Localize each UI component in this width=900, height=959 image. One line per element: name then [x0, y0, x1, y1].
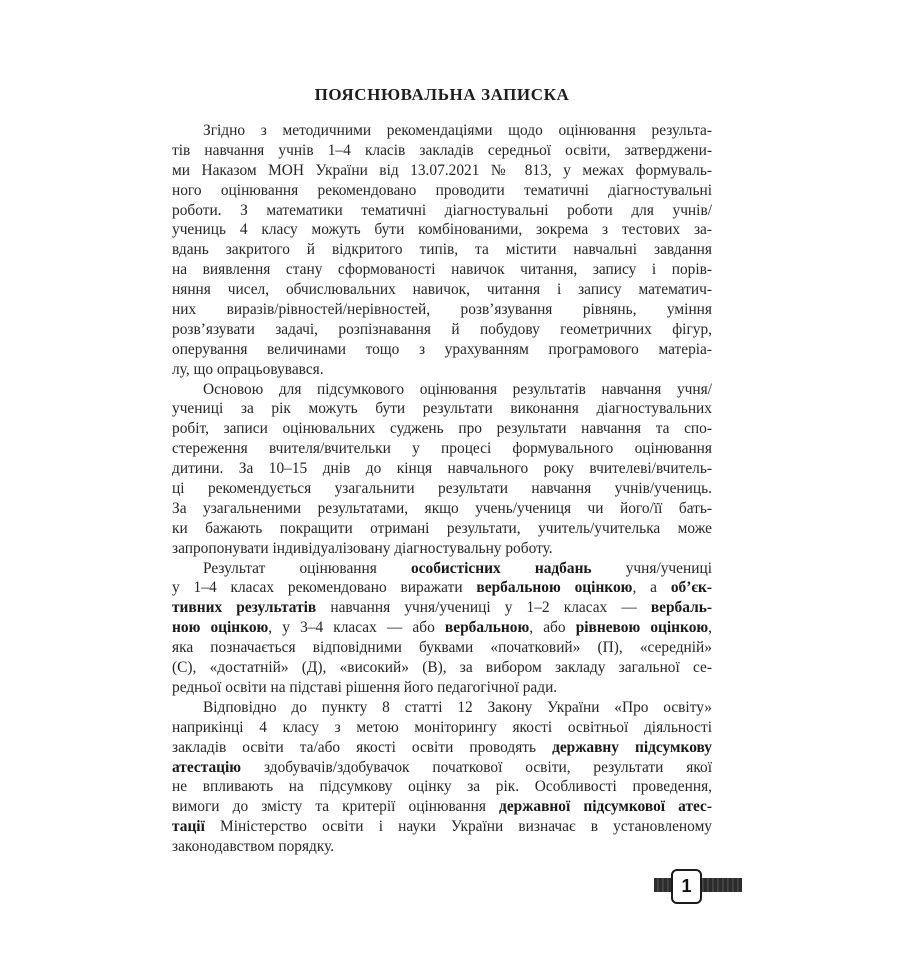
text-line — [172, 220, 712, 240]
text-line — [172, 439, 712, 459]
text-segment: , — [708, 619, 712, 637]
bold-text-segment: тивних результатів — [172, 599, 317, 617]
text-segment: яка позначається відповідними буквами «початковий» (П), «середній» — [172, 639, 712, 657]
text-line — [172, 519, 712, 539]
text-line — [172, 479, 712, 499]
text-segment: на виявлення стану сформованості навичок читання, запису і порів- — [172, 261, 712, 279]
bold-text-segment: вербальною — [444, 619, 530, 637]
text-line — [172, 320, 712, 340]
text-segment: Результат оцінювання — [203, 559, 411, 577]
text-line — [172, 399, 712, 419]
text-line — [172, 817, 712, 837]
text-line — [172, 419, 712, 439]
text-segment: учня/учениці — [591, 559, 712, 577]
text-segment: наприкінці 4 класу з метою моніторингу якості освітньої діяльності — [172, 718, 712, 736]
text-segment: законодавством порядку. — [172, 838, 335, 856]
text-segment: За узагальненими результатами, якщо учень/учениця чи його/її бать- — [172, 499, 712, 517]
text-line — [172, 300, 712, 320]
text-line — [172, 797, 712, 817]
text-segment: , у 3–4 класах — або — [268, 619, 445, 637]
text-segment: (С), «достатній» (Д), «високий» (В), за вибором закладу загальної се- — [172, 659, 712, 677]
text-segment: Міністерство освіти і науки України визначає в установленому — [204, 818, 712, 836]
text-line — [172, 837, 712, 857]
bold-text-segment: тації — [172, 818, 205, 836]
text-line — [172, 658, 712, 678]
bold-text-segment: атестацію — [172, 758, 242, 776]
text-segment: запропонувати індивідуалізовану діагностувальну роботу. — [172, 539, 553, 557]
text-line — [172, 201, 712, 221]
text-line — [172, 360, 712, 380]
text-segment: лу, що опрацьовувався. — [172, 360, 324, 378]
text-segment: тів навчання учнів 1–4 класів закладів середньої освіти, затверджени- — [172, 141, 712, 159]
text-segment: дитини. За 10–15 днів до кінця навчального року вчителеві/вчитель- — [172, 460, 712, 478]
text-segment: розв’язувати задачі, розпізнавання й побудову геометричних фігур, — [172, 320, 712, 338]
text-line — [172, 559, 712, 579]
bold-text-segment: рівневою оцінкою — [575, 619, 709, 637]
text-line — [172, 777, 712, 797]
text-line — [172, 380, 712, 400]
page-number: 1 — [671, 869, 702, 904]
body-text — [172, 121, 712, 857]
text-segment: Основою для підсумкового оцінювання результатів навчання учня/ — [203, 380, 712, 398]
text-segment: ці рекомендується узагальнити результати навчання учнів/учениць. — [172, 480, 712, 498]
text-line — [172, 638, 712, 658]
text-line — [172, 698, 712, 718]
text-line — [172, 598, 712, 618]
text-line — [172, 618, 712, 638]
text-segment: , або — [529, 619, 576, 637]
paragraph — [172, 559, 712, 698]
bold-text-segment: об’єк- — [670, 579, 712, 597]
text-segment: навчання учня/учениці у 1–2 класах — — [316, 599, 651, 617]
text-segment: Згідно з методичними рекомендаціями щодо оцінювання результа- — [203, 122, 712, 139]
page-number-badge — [654, 868, 742, 904]
text-line — [172, 121, 712, 141]
text-line — [172, 181, 712, 201]
text-line — [172, 718, 712, 738]
text-line — [172, 459, 712, 479]
text-line — [172, 280, 712, 300]
text-segment: стереження вчителя/вчительки у процесі формувального оцінювання — [172, 440, 712, 458]
paragraph — [172, 380, 712, 559]
text-segment: редньої освіти на підставі рішення його педагогічної ради. — [172, 678, 558, 696]
text-line — [172, 758, 712, 778]
text-line — [172, 678, 712, 698]
text-line — [172, 240, 712, 260]
text-segment: няння чисел, обчислювальних навичок, читання і запису математич- — [172, 281, 712, 299]
text-segment: ки бажають покращити отримані результати, учитель/учителька може — [172, 519, 712, 537]
text-segment: оперування величинами тощо з урахуванням програмового матеріа- — [172, 340, 712, 358]
text-segment: учениць 4 класу можуть бути комбінованими, зокрема з тестових за- — [172, 221, 712, 239]
text-line — [172, 260, 712, 280]
text-segment: Відповідно до пункту 8 статті 12 Закону України «Про освіту» — [203, 698, 712, 716]
text-segment: робіт, записи оцінювальних суджень про результати навчання та спо- — [172, 420, 712, 438]
text-line — [172, 340, 712, 360]
page-title: ПОЯСНЮВАЛЬНА ЗАПИСКА — [314, 85, 570, 104]
text-line — [172, 578, 712, 598]
text-segment: у 1–4 класах рекомендовано виражати — [172, 579, 477, 597]
text-segment: , а — [632, 579, 671, 597]
bold-text-segment: державної підсумкової атес- — [499, 798, 712, 816]
bold-text-segment: ною оцінкою — [172, 619, 269, 637]
text-segment: здобувачів/здобувачок початкової освіти, результати якої — [241, 758, 712, 776]
text-segment: ного оцінювання рекомендовано проводити тематичні діагностувальні — [172, 181, 712, 199]
bold-text-segment: особистісних надбань — [410, 559, 592, 577]
text-segment: не впливають на підсумкову оцінку за рік. Особливості проведення, — [172, 778, 712, 796]
text-segment: роботи. З математики тематичні діагностувальні роботи для учнів/ — [172, 201, 712, 219]
paragraph — [172, 698, 712, 857]
text-segment: вдань закритого й відкритого типів, та містити навчальні завдання — [172, 241, 712, 259]
text-line — [172, 141, 712, 161]
paragraph — [172, 121, 712, 380]
text-segment: них виразів/рівностей/нерівностей, розв’язування рівнянь, уміння — [172, 301, 712, 319]
bold-text-segment: державну підсумкову — [552, 738, 712, 756]
text-segment: ми Наказом МОН України від 13.07.2021 № 813, у межах формуваль- — [172, 161, 712, 179]
text-line — [172, 499, 712, 519]
text-segment: учениці за рік можуть бути результати виконання діагностувальних — [172, 400, 712, 418]
bold-text-segment: вербаль- — [650, 599, 712, 617]
text-line — [172, 161, 712, 181]
text-segment: закладів освіти та/або якості освіти проводять — [172, 738, 553, 756]
text-segment: вимоги до змісту та критерії оцінювання — [172, 798, 500, 816]
bold-text-segment: вербальною оцінкою — [476, 579, 633, 597]
text-line — [172, 539, 712, 559]
text-line — [172, 738, 712, 758]
